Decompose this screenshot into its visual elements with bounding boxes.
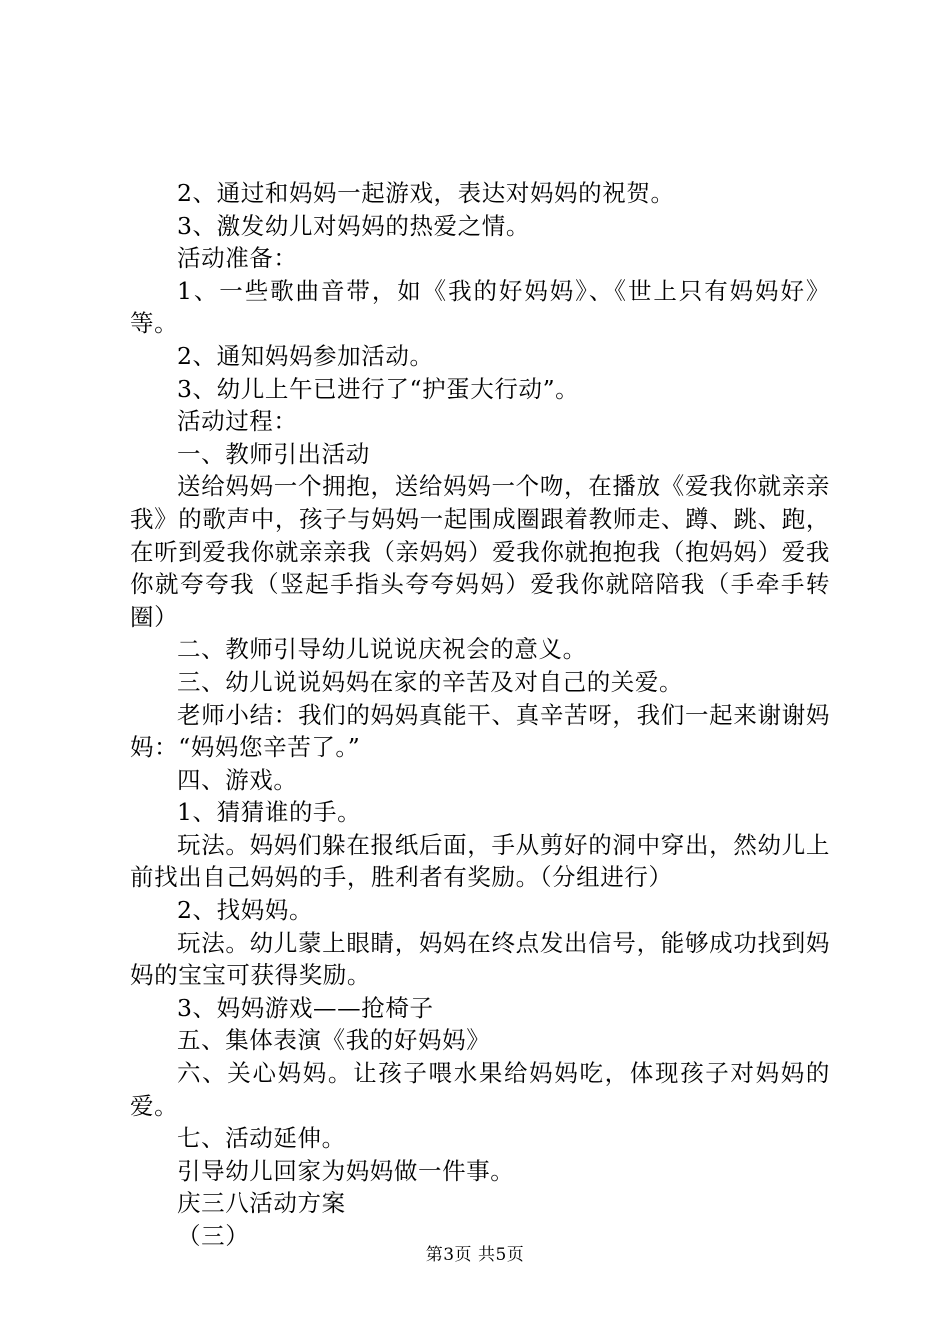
paragraph: 一、教师引出活动 [177, 439, 370, 468]
paragraph: 1、一些歌曲音带，如《我的好妈妈》、《世上只有妈妈好》等。 [130, 276, 830, 338]
paragraph: 3、妈妈游戏——抢椅子 [177, 993, 434, 1022]
section-number: （三） [177, 1222, 250, 1250]
page-footer [0, 1244, 950, 1266]
paragraph: 活动过程： [177, 407, 298, 436]
paragraph: 七、活动延伸。 [177, 1124, 346, 1153]
paragraph: 六、关心妈妈。让孩子喂水果给妈妈吃，体现孩子对妈妈的爱。 [130, 1059, 830, 1120]
paragraph: 玩法。妈妈们躲在报纸后面，手从剪好的洞中穿出，然幼儿上前找出自己妈妈的手，胜利者有奖励。（分组进行） [130, 830, 830, 892]
paragraph: 玩法。幼儿蒙上眼睛，妈妈在终点发出信号，能够成功找到妈妈的宝宝可获得奖励。 [130, 928, 830, 990]
paragraph: 送给妈妈一个拥抱，送给妈妈一个吻，在播放《爱我你就亲亲我》的歌声中，孩子与妈妈一起围成圈跟着教师走、蹲、跳、跑，在听到爱我你就亲亲我（亲妈妈）爱我你就抱抱我（抱妈妈）爱我你就夸夸我（竖起手指头夸夸妈妈）爱我你就陪陪我（手牵手转圈） [130, 472, 830, 631]
paragraph: 1、猜猜谁的手。 [177, 798, 362, 827]
paragraph: 老师小结：我们的妈妈真能干、真辛苦呀，我们一起来谢谢妈妈：“妈妈您辛苦了。” [130, 700, 830, 762]
document-body [130, 177, 830, 1253]
paragraph: 三、幼儿说说妈妈在家的辛苦及对自己的关爱。 [177, 667, 684, 696]
paragraph: 3、幼儿上午已进行了“护蛋大行动”。 [177, 374, 580, 403]
paragraph: 2、通过和妈妈一起游戏，表达对妈妈的祝贺。 [177, 179, 675, 207]
paragraph: 引导幼儿回家为妈妈做一件事。 [177, 1156, 515, 1185]
paragraph: 3、激发幼儿对妈妈的热爱之情。 [177, 211, 530, 240]
paragraph: 活动准备： [177, 244, 298, 273]
paragraph: 2、找妈妈。 [177, 896, 314, 925]
page-number-label: 第3页 共5页 [425, 1245, 525, 1265]
paragraph: 五、集体表演《我的好妈妈》 [177, 1026, 491, 1055]
paragraph: 四、游戏。 [177, 765, 298, 794]
paragraph: 二、教师引导幼儿说说庆祝会的意义。 [177, 635, 587, 664]
section-title: 庆三八活动方案 [177, 1189, 346, 1218]
paragraph: 2、通知妈妈参加活动。 [177, 341, 434, 370]
